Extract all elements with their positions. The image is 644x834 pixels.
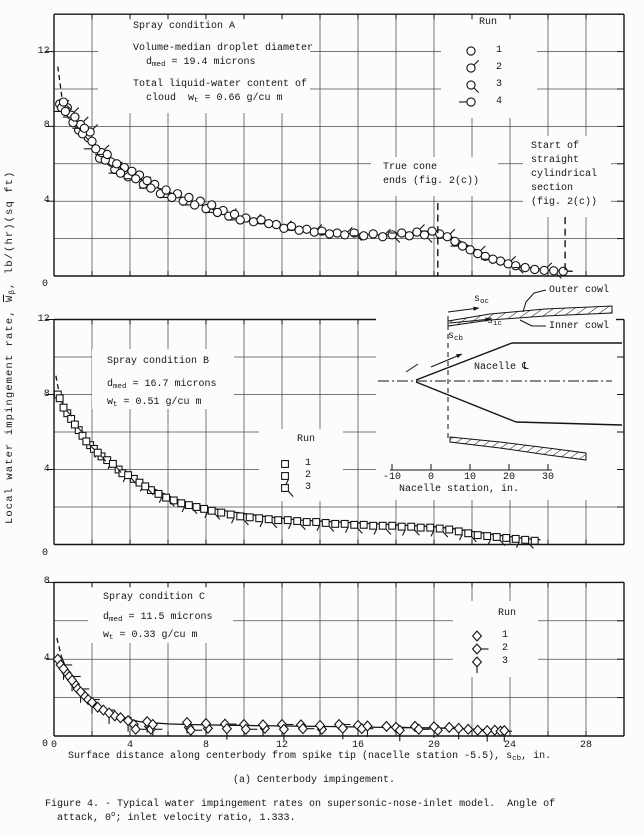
subcaption: (a) Centerbody impingement. [233,775,396,786]
legend-b-run-1: 1 [305,458,312,469]
inset-axis-title: Nacelle station, in. [399,484,520,495]
x-tick-label: 12 [275,740,288,751]
x-tick-label: 20 [427,740,440,751]
legend-a-run-3: 3 [496,79,503,90]
annotation-0-1-line0: Start of [531,141,580,152]
annotation-0-1-line3: section [531,183,574,194]
y-tick-label: 4 [43,653,50,665]
y-tick-label: 4 [43,195,50,207]
plot-c-title-line1: $d_{med} = 11.5$ microns [103,612,213,624]
legend-c-run-3: 3 [502,656,509,667]
figure-caption-line1: Figure 4. - Typical water impingement rates on supersonic-nose-inlet model. Angle of [45,799,556,810]
annotation-0-0-line1: ends (fig. 2(c)) [383,176,480,187]
y-tick-label: 0 [42,547,49,559]
inset-tick-label: 30 [541,472,554,483]
x-axis-title: Surface distance along centerbody from spike tip (nacelle station -5.5), $s_{cb}$, in. [68,751,552,763]
plot-a-title-line0: Spray condition A [133,21,236,32]
y-axis-label: Local water impingement rate, $\overline{W}\beta$, lb/(hr)(sq ft) [4,170,17,524]
y-tick-label: 0 [42,279,49,290]
plot-a-title-line3: Total liquid-water content of [133,79,308,90]
inset-label-outer-cowl: Outer cowl [549,285,610,296]
x-tick-label: 24 [503,740,516,751]
inset-label-s-cb: $s_{cb}$ [448,331,464,343]
legend-b-header: Run [297,434,316,445]
annotation-0-1-line2: cylindrical [531,169,598,180]
y-tick-label: 12 [37,45,50,57]
plot-a-title-line2: $d_{med} = 19.4$ microns [146,57,256,69]
legend-a-run-1: 1 [496,45,503,56]
inset-label-s-ic: $s_{ic}$ [487,316,503,328]
x-tick-label: 4 [126,740,133,751]
plot-c-title-line0: Spray condition C [103,592,206,603]
legend-b-run-2: 2 [305,470,312,481]
y-tick-label: 0 [42,739,49,750]
legend-a-header: Run [479,17,498,28]
y-tick-label: 8 [43,576,50,588]
figure-caption-line2: attack, 0$^o$; inlet velocity ratio, 1.333. [57,811,296,824]
legend-a-run-4: 4 [496,96,503,107]
annotation-0-1-line1: straight [531,155,580,166]
y-tick-label: 12 [37,313,50,325]
y-tick-label: 8 [43,388,50,400]
inset-label-s-oc: $s_{oc}$ [474,294,490,306]
inset-label-nacelle-centerline: Nacelle ℄ [474,362,529,373]
inset-tick-label: 20 [502,472,515,483]
annotation-0-1-line4: (fig. 2(c)) [531,197,598,208]
x-tick-label: 16 [351,740,364,751]
inset-label-inner-cowl: Inner cowl [549,321,610,332]
legend-c-run-2: 2 [502,643,509,654]
plot-b-title-line2: $w_t = 0.51$ g/cu m [107,397,202,409]
plot-a-title-line4: cloud $w_t = 0.66$ g/cu m [146,93,283,105]
inset-tick-label: 0 [427,472,434,483]
plot-b-title-line0: Spray condition B [107,356,210,367]
x-tick-label: 0 [50,740,57,751]
annotation-0-0-line0: True cone [383,162,438,173]
plot-b-title-line1: $d_{med} = 16.7$ microns [107,379,217,391]
x-tick-label: 8 [202,740,209,751]
y-tick-label: 4 [43,463,50,475]
y-tick-label: 8 [43,120,50,132]
plot-a-title-line1: Volume-median droplet diameter [133,43,314,54]
legend-c-header: Run [498,608,517,619]
legend-b-run-3: 3 [305,482,312,493]
inset-tick-label: -10 [382,472,401,483]
plot-c-title-line2: $w_t = 0.33$ g/cu m [103,630,198,642]
inset-tick-label: 10 [463,472,476,483]
legend-a-run-2: 2 [496,62,503,73]
legend-c-run-1: 1 [502,630,509,641]
x-tick-label: 28 [579,740,592,751]
